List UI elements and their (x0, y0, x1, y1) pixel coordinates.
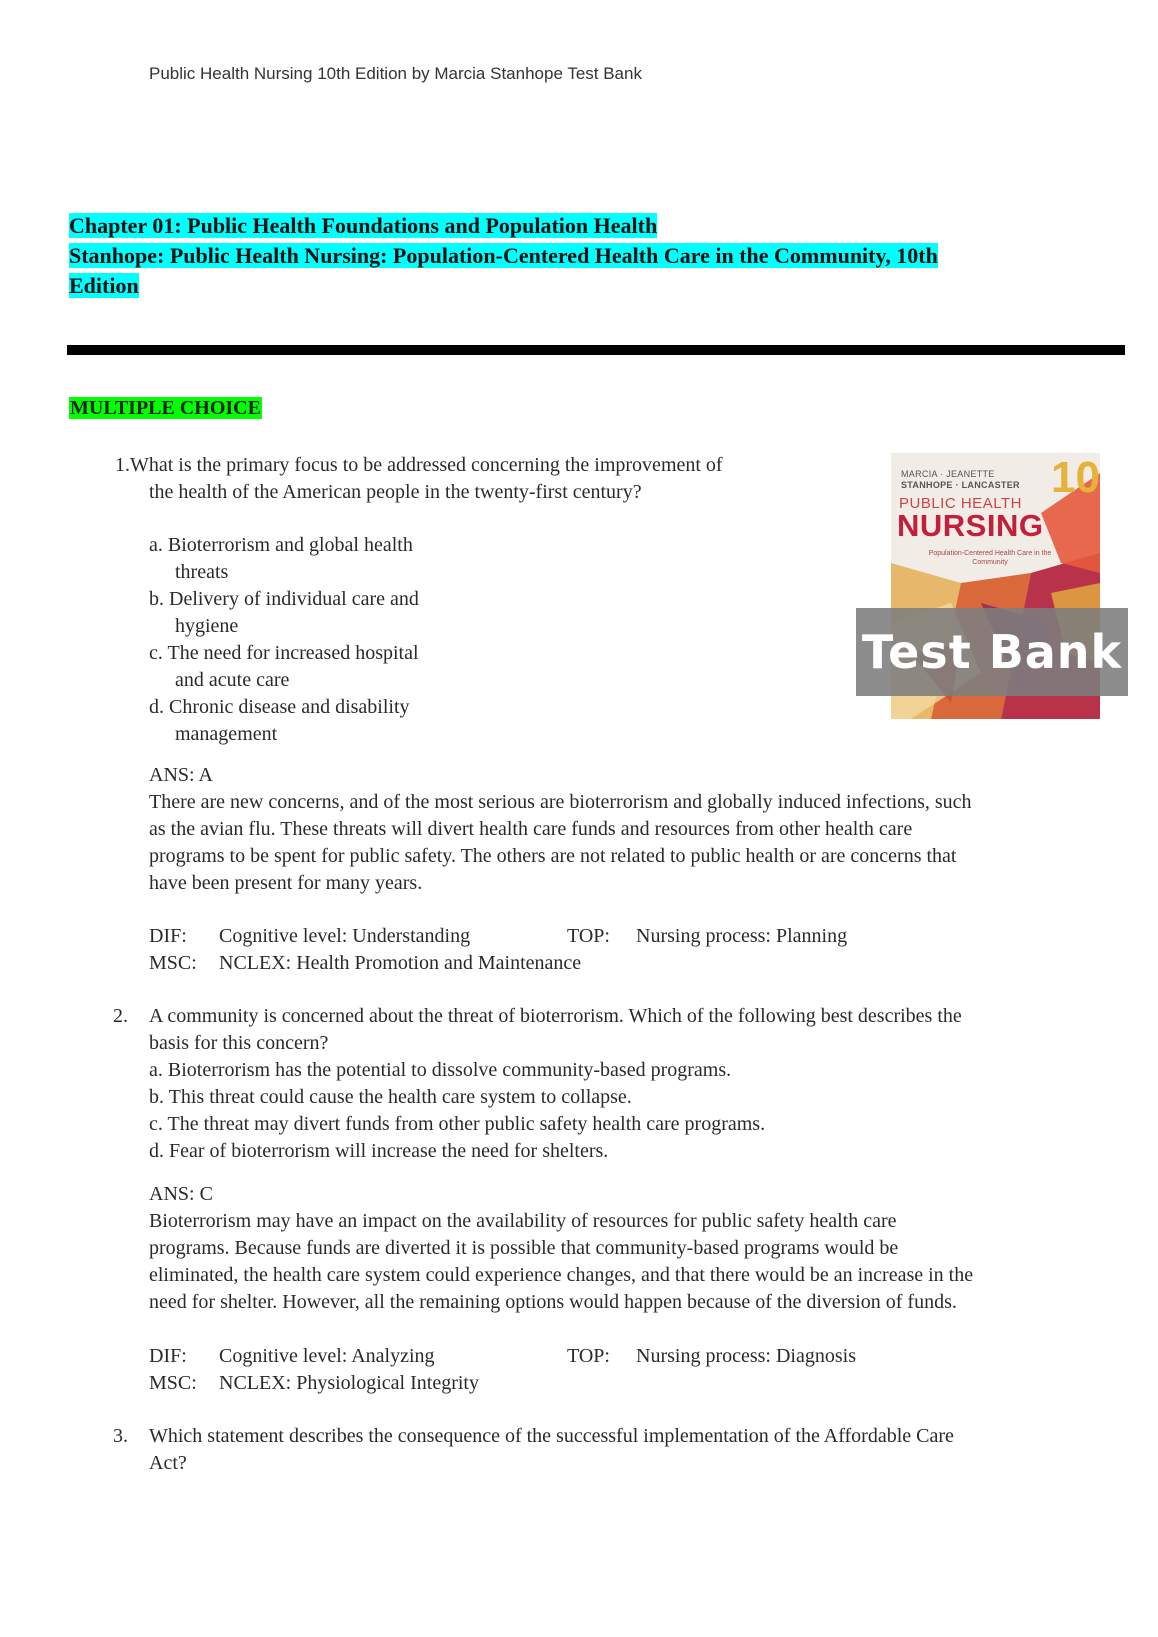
q1-top-label: TOP: (567, 925, 610, 947)
q1-topic: Nursing process: Planning (636, 925, 848, 947)
q2-rationale-line-1: Bioterrorism may have an impact on the availability of resources for public safety health care (149, 1210, 897, 1232)
q2-stem-line-1: A community is concerned about the threat of bioterrorism. Which of the following best describes the (149, 1005, 962, 1027)
section-title: MULTIPLE CHOICE (70, 397, 261, 419)
q3-stem-line-2: Act? (149, 1452, 187, 1474)
cover-authors: MARCIA · JEANETTE STANHOPE · LANCASTER (901, 469, 1020, 490)
q2-msc: NCLEX: Physiological Integrity (219, 1372, 479, 1394)
cover-subtitle: Population-Centered Health Care in the Community (928, 550, 1052, 566)
q2-option-c: c. The threat may divert funds from other public safety health care programs. (149, 1113, 766, 1135)
q2-msc-label: MSC: (149, 1372, 197, 1394)
q1-rationale-line-3: programs to be spent for public safety. The others are not related to public health or are concerns that (149, 845, 957, 867)
q1-stem-line-2: the health of the American people in the twenty-first century? (149, 481, 642, 503)
q1-option-c-cont: and acute care (175, 669, 290, 691)
q2-rationale-line-4: need for shelter. However, all the remaining options would happen because of the diversion of funds. (149, 1291, 957, 1313)
q1-option-a: a. Bioterrorism and global health (149, 534, 413, 556)
q1-option-c: c. The need for increased hospital (149, 642, 419, 664)
q2-difficulty: Cognitive level: Analyzing (219, 1345, 435, 1367)
q2-option-b: b. This threat could cause the health care system to collapse. (149, 1086, 632, 1108)
q1-option-d-cont: management (175, 723, 278, 745)
q2-stem-line-2: basis for this concern? (149, 1032, 329, 1054)
q1-difficulty: Cognitive level: Understanding (219, 925, 471, 947)
q3-number: 3. (113, 1425, 128, 1447)
q1-option-a-cont: threats (175, 561, 229, 583)
cover-title-large: NURSING (897, 508, 1044, 543)
q1-option-b: b. Delivery of individual care and (149, 588, 419, 610)
q2-number: 2. (113, 1005, 128, 1027)
q1-answer: ANS: A (149, 764, 213, 786)
running-header: Public Health Nursing 10th Edition by Marcia Stanhope Test Bank (149, 64, 642, 83)
q1-stem-line-1: 1.What is the primary focus to be addressed concerning the improvement of (115, 454, 723, 476)
q2-answer: ANS: C (149, 1183, 213, 1205)
q2-option-d: d. Fear of bioterrorism will increase the need for shelters. (149, 1140, 609, 1162)
horizontal-rule (67, 345, 1125, 355)
book-title-line-1: Stanhope: Public Health Nursing: Population-Centered Health Care in the Community, 10th (69, 243, 938, 268)
q1-msc: NCLEX: Health Promotion and Maintenance (219, 952, 582, 974)
q1-option-d: d. Chronic disease and disability (149, 696, 410, 718)
q1-option-b-cont: hygiene (175, 615, 239, 637)
q2-rationale-line-3: eliminated, the health care system could experience changes, and that there would be an increase in the (149, 1264, 974, 1286)
q1-rationale-line-1: There are new concerns, and of the most serious are bioterrorism and globally induced infections, such (149, 791, 972, 813)
book-title-line-2: Edition (69, 273, 139, 298)
q1-rationale-line-4: have been present for many years. (149, 872, 423, 894)
q2-option-a: a. Bioterrorism has the potential to dissolve community-based programs. (149, 1059, 732, 1081)
q1-msc-label: MSC: (149, 952, 197, 974)
q1-rationale-line-2: as the avian flu. These threats will divert health care funds and resources from other health care (149, 818, 913, 840)
q1-dif-label: DIF: (149, 925, 187, 947)
q2-top-label: TOP: (567, 1345, 610, 1367)
q2-rationale-line-2: programs. Because funds are diverted it is possible that community-based programs would be (149, 1237, 899, 1259)
chapter-title: Chapter 01: Public Health Foundations and Population Health (69, 213, 658, 238)
test-bank-banner: Test Bank (856, 608, 1128, 696)
q2-dif-label: DIF: (149, 1345, 187, 1367)
cover-edition: 10 (1051, 453, 1100, 502)
q3-stem-line-1: Which statement describes the consequence of the successful implementation of the Affordable Care (149, 1425, 954, 1447)
q2-topic: Nursing process: Diagnosis (636, 1345, 856, 1367)
cover-title-small: PUBLIC HEALTH (899, 495, 1022, 512)
